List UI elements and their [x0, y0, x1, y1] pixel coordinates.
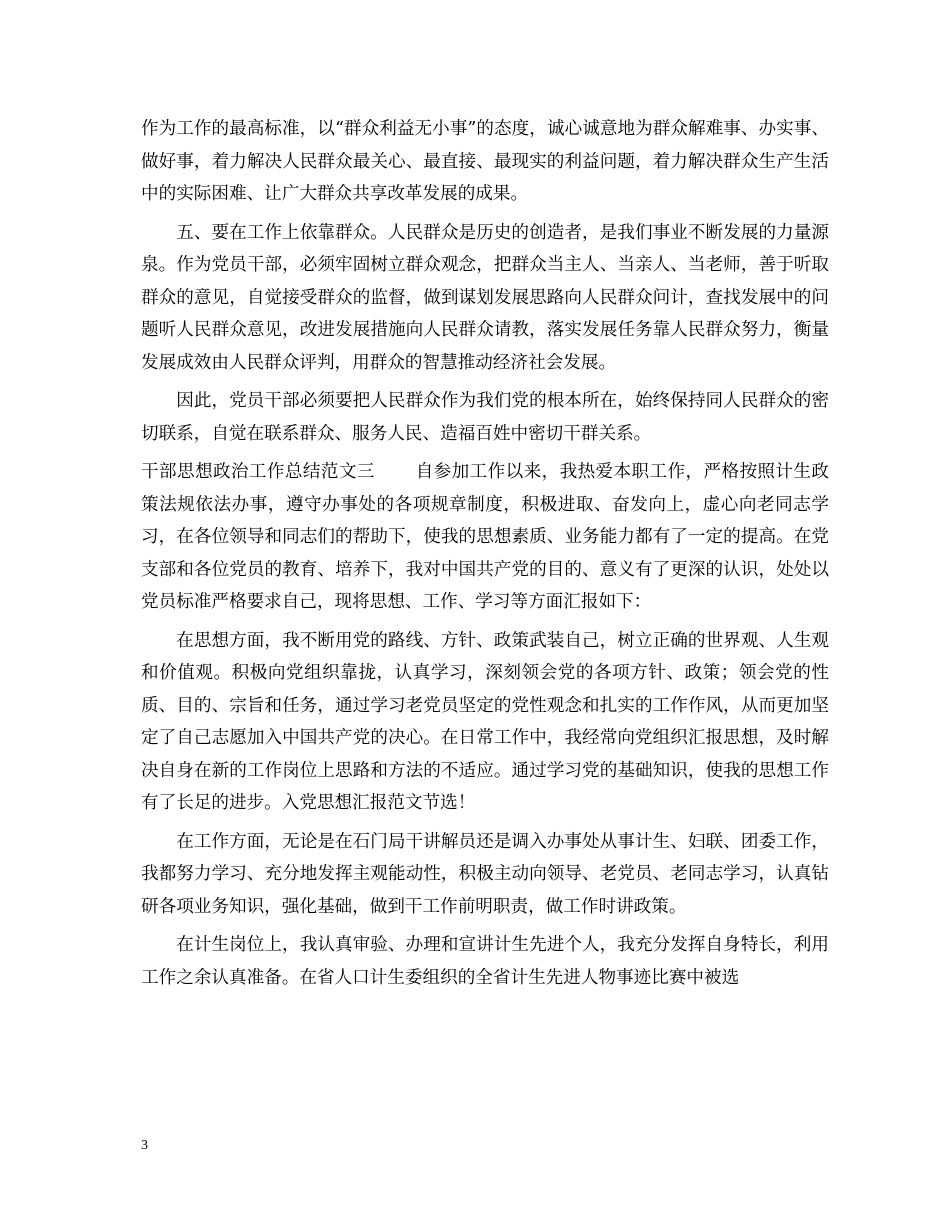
paragraph: 在计生岗位上，我认真审验、办理和宣讲计生先进个人，我充分发挥自身特长，利用工作之余认真准备。在省人口计生委组织的全省计生先进人物事迹比赛中被选	[141, 935, 829, 988]
paragraph: 作为工作的最高标准，以“群众利益无小事”的态度，诚心诚意地为群众解难事、办实事、做好事，着力解决人民群众最关心、最直接、最现实的利益问题，着力解决群众生产生活中的实际困难、让广大群众共享改革发展的成果。	[141, 119, 829, 204]
paragraph: 在思想方面，我不断用党的路线、方针、政策武装自己，树立正确的世界观、人生观和价值观。积极向党组织靠拢，认真学习，深刻领会党的各项方针、政策；领会党的性质、目的、宗旨和任务，通过学习老党员坚定的党性观念和扎实的工作作风，从而更加坚定了自己志愿加入中国共产党的决心。在日常工作中，我经常向党组织汇报思想，及时解决自身在新的工作岗位上思路和方法的不适应。通过学习党的基础知识，使我的思想工作有了长足的进步。入党思想汇报范文节选！	[141, 630, 829, 813]
paragraph: 因此，党员干部必须要把人民群众作为我们党的根本所在，始终保持同人民群众的密切联系，自觉在联系群众、服务人民、造福百姓中密切干群关系。	[141, 391, 829, 444]
section-intro: 自参加工作以来，我热爱本职工作，严格按照计生政策法规依法办事，遵守办事处的各项规章制度，积极进取、奋发向上，虚心向老同志学习，在各位领导和同志们的帮助下，使我的思想素质、业务能力都有了一定的提高。在党支部和各位党员的教育、培养下，我对中国共产党的目的、意义有了更深的认识，处处以党员标准严格要求自己，现将思想、工作、学习等方面汇报如下：	[141, 462, 829, 612]
section-heading: 干部思想政治工作总结范文三	[141, 462, 375, 482]
section-paragraph	[141, 456, 829, 619]
document-body	[141, 113, 829, 1000]
paragraph: 在工作方面，无论是在石门局干讲解员还是调入办事处从事计生、妇联、团委工作，我都努力学习、充分地发挥主观能动性，积极主动向领导、老党员、老同志学习，认真钻研各项业务知识，强化基础，做到干工作前明职责，做工作时讲政策。	[141, 831, 829, 917]
page-number: 3	[141, 1138, 148, 1153]
paragraph: 五、要在工作上依靠群众。人民群众是历史的创造者，是我们事业不断发展的力量源泉。作为党员干部，必须牢固树立群众观念，把群众当主人、当亲人、当老师，善于听取群众的意见，自觉接受群众的监督，做到谋划发展思路向人民群众问计，查找发展中的问题听人民群众意见，改进发展措施向人民群众请教，落实发展任务靠人民群众努力，衡量发展成效由人民群众评判，用群众的智慧推动经济社会发展。	[141, 222, 829, 373]
